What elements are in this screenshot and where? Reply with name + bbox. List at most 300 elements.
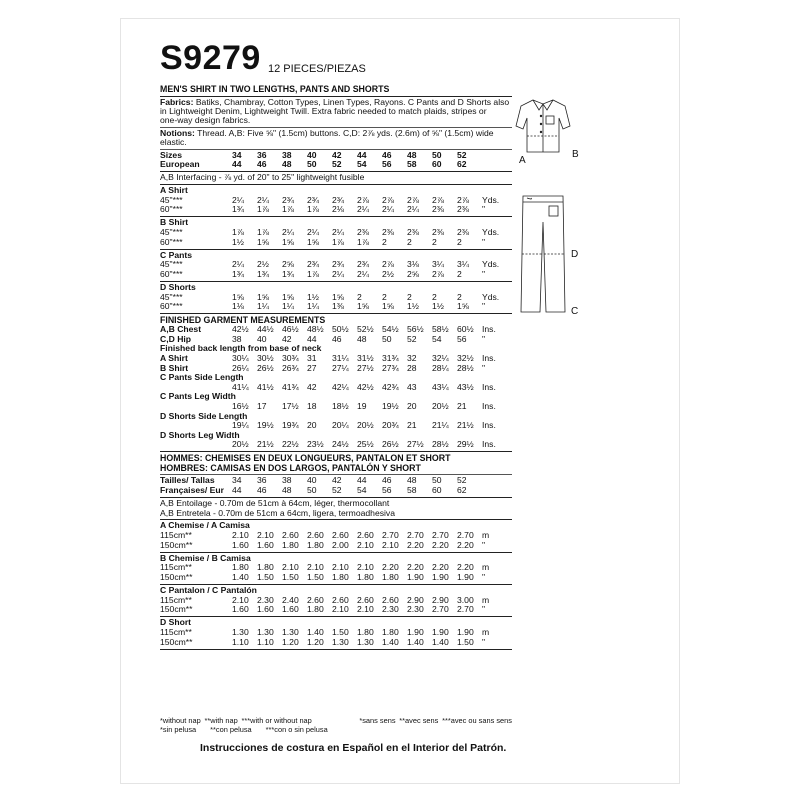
table-cell: 2.70: [457, 604, 474, 615]
table-cell: 1.60: [232, 539, 249, 550]
table-cell: 1.40: [382, 636, 399, 647]
divider: [160, 96, 512, 97]
pieces-count: 12 PIECES/PIEZAS: [268, 63, 366, 75]
table-cell: 40: [307, 149, 317, 160]
table-row: [160, 270, 512, 280]
table-cell: 1½: [407, 301, 419, 312]
table-cell: 27¼: [332, 362, 349, 373]
table-cell: 2: [457, 236, 462, 247]
spanish-instructions-note: Instrucciones de costura en Español en el Interior del Patrón.: [200, 742, 507, 754]
french-heading: HOMMES: CHEMISES EN DEUX LONGUEURS, PANTALON ET SHORT: [160, 453, 451, 464]
table-cell: 1.80: [332, 571, 349, 582]
finished-subtitle: Finished back length from base of neck: [160, 343, 322, 354]
unit-label: Yds.: [482, 291, 500, 302]
table-cell: 21½: [257, 439, 274, 450]
table-cell: 40: [257, 333, 267, 344]
table-row: [160, 541, 512, 551]
table-cell: 1.40: [407, 636, 424, 647]
table-cell: 1⅞: [357, 236, 369, 247]
entretela-line: A,B Entretela - 0.70m de 51cm a 64cm, ligera, termoadhesiva: [160, 508, 396, 518]
table-cell: 2.20: [382, 562, 399, 573]
table-cell: 46: [382, 475, 392, 486]
entoilage-line: A,B Entoilage - 0.70m de 51cm à 64cm, léger, thermocollant: [160, 499, 390, 509]
metric-block: [160, 521, 512, 649]
table-cell: 1⅝: [457, 301, 469, 312]
table-cell: 2⅞: [432, 268, 444, 279]
table-cell: 2½: [257, 259, 269, 270]
table-cell: 2: [432, 291, 437, 302]
row-label: 150cm**: [160, 637, 193, 647]
unit-label: m: [482, 626, 490, 637]
table-cell: 1.10: [257, 636, 274, 647]
table-cell: 2.30: [407, 604, 424, 615]
table-cell: 1⅛: [232, 301, 244, 312]
table-cell: 2¾: [332, 259, 344, 270]
finished-measurements-title: FINISHED GARMENT MEASUREMENTS: [160, 315, 326, 326]
unit-label: m: [482, 594, 490, 605]
table-cell: 2.70: [457, 530, 474, 541]
table-cell: 19¾: [282, 420, 299, 431]
table-cell: 2.10: [232, 594, 249, 605]
table-row: [160, 302, 512, 312]
table-cell: 41½: [257, 381, 274, 392]
table-cell: 2.70: [432, 604, 449, 615]
unit-label: ": [482, 539, 486, 550]
fabrics-section: [160, 98, 512, 126]
table-row: [160, 160, 512, 170]
table-cell: 1.80: [382, 571, 399, 582]
table-cell: 27½: [357, 362, 374, 373]
table-cell: 17: [257, 401, 267, 411]
row-label: Françaises/ Eur: [160, 486, 225, 496]
table-cell: 2.20: [432, 539, 449, 550]
table-cell: 1.60: [232, 604, 249, 615]
table-cell: 1.80: [257, 562, 274, 573]
table-cell: 2.60: [332, 530, 349, 541]
table-cell: 2¼: [332, 227, 344, 237]
row-label: C,D Hip: [160, 334, 192, 344]
table-cell: 50½: [332, 324, 349, 335]
table-cell: 60½: [457, 324, 474, 335]
view-label-d: D: [571, 249, 579, 260]
table-cell: 1.60: [257, 604, 274, 615]
table-cell: 1⅝: [382, 301, 394, 312]
view-label-a: A: [519, 155, 526, 166]
table-cell: 2¼: [382, 204, 394, 215]
table-cell: 3⅛: [407, 259, 419, 270]
table-cell: 30¾: [282, 353, 299, 364]
shirt-illustration: [515, 96, 571, 156]
divider: [160, 171, 512, 172]
table-cell: 1.90: [432, 571, 449, 582]
table-cell: 1⅝: [357, 301, 369, 312]
table-cell: 52: [332, 159, 342, 170]
unit-label: Ins.: [482, 420, 496, 431]
table-cell: 2⅜: [407, 227, 419, 237]
table-cell: 2¼: [332, 268, 344, 279]
table-cell: 2.10: [382, 539, 399, 550]
fabrics-text-line: one-way design fabrics.: [160, 116, 251, 126]
yardage-section-title: A Shirt: [160, 185, 188, 196]
table-cell: 50: [382, 333, 392, 344]
finished-block: [160, 325, 512, 450]
table-cell: 2¾: [332, 194, 344, 205]
table-cell: 2: [407, 291, 412, 302]
interfacing-line: A,B Interfacing - ⅞ yd. of 20" to 25" lightweight fusible: [160, 173, 365, 183]
table-cell: 3¼: [432, 259, 444, 270]
table-cell: 2: [407, 236, 412, 247]
table-cell: 36: [257, 475, 267, 486]
table-cell: 2⅞: [407, 194, 419, 205]
row-label: Sizes: [160, 150, 182, 160]
row-label: A Shirt: [160, 354, 188, 364]
table-cell: 54: [357, 159, 367, 170]
table-cell: 28: [407, 362, 417, 373]
table-cell: 1.30: [232, 626, 249, 637]
table-cell: 46½: [282, 324, 299, 335]
table-cell: 2⅜: [457, 227, 469, 237]
finished-subtitle: D Shorts Leg Width: [160, 429, 240, 440]
table-cell: 2¼: [232, 194, 244, 205]
table-cell: 1⅜: [332, 301, 344, 312]
fabrics-text-line: Batiks, Chambray, Cotton Types, Linen Types, Rayons. C Pants and D Shorts also: [195, 97, 510, 107]
table-cell: 1.20: [282, 636, 299, 647]
table-cell: 1.10: [232, 636, 249, 647]
table-cell: 2⅜: [357, 227, 369, 237]
divider: [160, 281, 512, 282]
table-cell: 29½: [457, 439, 474, 450]
divider: [160, 451, 512, 452]
note: ***with or without nap: [241, 716, 312, 725]
table-cell: 2.60: [282, 530, 299, 541]
table-cell: 19: [357, 401, 367, 411]
row-label: 115cm**: [160, 563, 192, 573]
table-cell: 25½: [357, 439, 374, 450]
table-cell: 30¼: [232, 353, 249, 364]
table-cell: 1.80: [382, 626, 399, 637]
table-cell: 2.10: [232, 530, 249, 541]
table-cell: 31¾: [382, 353, 399, 364]
table-cell: 1.60: [257, 539, 274, 550]
table-cell: 2⅜: [382, 227, 394, 237]
unit-label: ": [482, 268, 486, 279]
table-cell: 19½: [257, 420, 274, 431]
unit-label: m: [482, 562, 490, 573]
table-cell: 2⅞: [457, 194, 469, 205]
unit-label: Yds.: [482, 259, 500, 270]
table-cell: 20: [307, 420, 317, 431]
table-cell: 50: [307, 159, 317, 170]
table-cell: 2.10: [357, 539, 374, 550]
table-cell: 48: [357, 333, 367, 344]
table-cell: 2.20: [407, 562, 424, 573]
table-cell: 2.60: [357, 530, 374, 541]
table-cell: 2.10: [332, 604, 349, 615]
table-cell: 2.70: [407, 530, 424, 541]
table-cell: 28½: [432, 439, 449, 450]
yardage-chart: [160, 84, 512, 651]
table-cell: 2.90: [432, 594, 449, 605]
table-cell: 44: [307, 333, 317, 344]
row-label: 45"***: [160, 228, 183, 237]
yardage-section-title: B Shirt: [160, 217, 189, 228]
table-cell: 2.10: [307, 562, 324, 573]
table-cell: 1.90: [457, 626, 474, 637]
table-cell: 1¾: [282, 268, 294, 279]
table-cell: 1⅞: [232, 227, 244, 237]
divider: [160, 249, 512, 250]
unit-label: Ins.: [482, 381, 496, 392]
table-cell: 21¼: [432, 420, 449, 431]
unit-label: Ins.: [482, 353, 496, 364]
divider: [160, 216, 512, 217]
table-cell: 1⅝: [282, 236, 294, 247]
table-row: [160, 238, 512, 248]
table-cell: 2.30: [257, 594, 274, 605]
notions-label: Notions:: [160, 128, 195, 138]
row-label: 60"***: [160, 237, 183, 247]
metric-section-title: A Chemise / A Camisa: [160, 520, 250, 531]
table-cell: 1.90: [432, 626, 449, 637]
table-cell: 60: [432, 159, 442, 170]
table-cell: 58: [407, 485, 417, 496]
unit-label: ": [482, 636, 486, 647]
table-cell: 38: [232, 333, 242, 344]
table-cell: 1¾: [257, 268, 269, 279]
table-cell: 44: [357, 149, 367, 160]
table-cell: 42: [332, 475, 342, 486]
unit-label: Ins.: [482, 324, 496, 335]
table-cell: 44: [232, 485, 242, 496]
table-cell: 2⅞: [357, 194, 369, 205]
table-cell: 38: [282, 475, 292, 486]
table-cell: 2.60: [307, 530, 324, 541]
chart-heading: MEN'S SHIRT IN TWO LENGTHS, PANTS AND SHORTS: [160, 84, 390, 94]
row-label: Tailles/ Tallas: [160, 476, 215, 486]
note: *sin pelusa: [160, 725, 197, 734]
table-cell: 2¼: [282, 227, 294, 237]
metric-section-title: D Short: [160, 617, 192, 628]
table-cell: 3¼: [457, 259, 469, 270]
note: ***con o sin pelusa: [265, 725, 328, 734]
table-cell: 2.60: [382, 594, 399, 605]
table-cell: 1.80: [307, 604, 324, 615]
table-cell: 1⅝: [307, 236, 319, 247]
table-cell: 32¼: [432, 353, 449, 364]
table-cell: 52½: [357, 324, 374, 335]
table-cell: 2.20: [457, 562, 474, 573]
table-cell: 44½: [257, 324, 274, 335]
fabrics-text-line: in Lightweight Denim, Lightweight Twill. Extra fabric needed to match plaids, stripes or: [160, 106, 487, 116]
table-cell: 1.40: [232, 571, 249, 582]
row-label: 60"***: [160, 269, 183, 279]
unit-label: ": [482, 571, 486, 582]
notions-section: [160, 129, 512, 148]
unit-label: ": [482, 604, 486, 615]
table-cell: 1¼: [307, 301, 319, 312]
finished-subtitle: C Pants Side Length: [160, 372, 244, 383]
table-cell: 27: [307, 362, 317, 373]
row-label: 115cm**: [160, 595, 192, 605]
table-cell: 26½: [257, 362, 274, 373]
row-label: 60"***: [160, 205, 183, 215]
table-cell: 2.10: [357, 604, 374, 615]
table-cell: 2: [432, 236, 437, 247]
table-cell: 1.80: [357, 571, 374, 582]
table-cell: 26¾: [282, 362, 299, 373]
table-row: [160, 573, 512, 583]
table-cell: 2: [382, 291, 387, 302]
table-cell: 1.30: [357, 636, 374, 647]
table-cell: 1½: [232, 236, 244, 247]
table-cell: 20¼: [332, 420, 349, 431]
table-cell: 2.60: [307, 594, 324, 605]
table-cell: 2¼: [257, 194, 269, 205]
table-cell: 2.10: [357, 562, 374, 573]
table-cell: 1.30: [332, 636, 349, 647]
table-cell: 20½: [232, 439, 249, 450]
table-cell: 2⅝: [407, 268, 419, 279]
table-cell: 58: [407, 159, 417, 170]
table-cell: 32½: [457, 353, 474, 364]
table-cell: 1.80: [282, 539, 299, 550]
table-cell: 54: [432, 333, 442, 344]
table-cell: 2¼: [232, 259, 244, 270]
table-cell: 1⅝: [257, 236, 269, 247]
row-label: A,B Chest: [160, 325, 202, 335]
table-cell: 1.80: [232, 562, 249, 573]
note: ***avec ou sans sens: [442, 716, 512, 725]
table-cell: 2⅛: [332, 204, 344, 215]
table-cell: 1.90: [407, 571, 424, 582]
table-cell: 43¼: [432, 381, 449, 392]
view-label-b: B: [572, 149, 579, 160]
note: **con pelusa: [210, 725, 252, 734]
row-label: 115cm**: [160, 627, 192, 637]
table-cell: 27¾: [382, 362, 399, 373]
table-cell: 1.50: [307, 571, 324, 582]
unit-label: ": [482, 333, 486, 344]
table-cell: 2.20: [407, 539, 424, 550]
row-label: 45"***: [160, 260, 183, 270]
table-cell: 2½: [382, 268, 394, 279]
table-cell: 42¼: [332, 381, 349, 392]
row-label: 115cm**: [160, 531, 192, 541]
table-cell: 2¼: [357, 268, 369, 279]
table-cell: 2.30: [382, 604, 399, 615]
table-cell: 2.60: [357, 594, 374, 605]
table-cell: 42½: [357, 381, 374, 392]
table-cell: 48: [282, 485, 292, 496]
notions-text-line: Thread. A,B: Five ⅝" (1.5cm) buttons. C,D: 2⅞ yds. (2.6m) of ⅝" (1.5cm) wide: [197, 128, 494, 138]
table-cell: 16½: [232, 401, 249, 411]
finished-subtitle: C Pants Leg Width: [160, 391, 236, 402]
yardage-block: [160, 186, 512, 314]
table-cell: 50: [432, 149, 442, 160]
table-cell: 2¼: [307, 227, 319, 237]
table-cell: 34: [232, 475, 242, 486]
table-cell: 42: [282, 333, 292, 344]
divider: [160, 127, 512, 128]
table-cell: 41¾: [282, 381, 299, 392]
table-cell: 36: [257, 149, 267, 160]
table-cell: 1.50: [457, 636, 474, 647]
table-cell: 2¾: [307, 259, 319, 270]
unit-label: Ins.: [482, 439, 496, 450]
table-cell: 1¾: [232, 204, 244, 215]
table-cell: 44: [357, 475, 367, 486]
table-cell: 2.10: [257, 530, 274, 541]
table-cell: 20½: [357, 420, 374, 431]
table-cell: 2.40: [282, 594, 299, 605]
table-cell: 2.60: [332, 594, 349, 605]
table-cell: 18½: [332, 401, 349, 411]
row-label: [160, 440, 232, 450]
table-cell: 1.50: [257, 571, 274, 582]
table-cell: 1¾: [232, 268, 244, 279]
table-cell: 1⅞: [307, 204, 319, 215]
table-cell: 42¾: [382, 381, 399, 392]
table-cell: 28¼: [432, 362, 449, 373]
table-cell: 48: [407, 475, 417, 486]
table-cell: 46: [257, 485, 267, 496]
table-cell: 31¼: [332, 353, 349, 364]
table-cell: 19½: [382, 401, 399, 411]
table-cell: 2¼: [357, 204, 369, 215]
row-label: 150cm**: [160, 540, 193, 550]
table-cell: 20¾: [382, 420, 399, 431]
spanish-heading: HOMBRES: CAMISAS EN DOS LARGOS, PANTALÓN Y SHORT: [160, 463, 421, 474]
table-cell: 1⅝: [232, 291, 244, 302]
table-cell: 41¼: [232, 381, 249, 392]
table-row: [160, 440, 512, 450]
divider: [160, 616, 512, 617]
table-cell: 42: [307, 381, 317, 392]
table-cell: 48: [282, 159, 292, 170]
table-cell: 42½: [232, 324, 249, 335]
table-cell: 1⅞: [257, 204, 269, 215]
table-cell: 1⅞: [282, 204, 294, 215]
row-label: 150cm**: [160, 605, 193, 615]
table-cell: 43½: [457, 381, 474, 392]
table-cell: 2⅝: [282, 259, 294, 270]
table-cell: 2.70: [382, 530, 399, 541]
table-cell: 1.90: [407, 626, 424, 637]
row-label: 150cm**: [160, 572, 193, 582]
table-cell: 62: [457, 159, 467, 170]
unit-label: Ins.: [482, 401, 496, 411]
table-cell: 28½: [457, 362, 474, 373]
table-cell: 2⅜: [457, 204, 469, 215]
table-cell: 2: [382, 236, 387, 247]
table-cell: 2: [457, 268, 462, 279]
finished-subtitle: D Shorts Side Length: [160, 410, 248, 421]
nap-notes: [160, 716, 512, 734]
table-row: [160, 486, 512, 496]
table-cell: 2⅞: [382, 194, 394, 205]
table-cell: 31: [307, 353, 317, 364]
table-cell: 1⅞: [257, 227, 269, 237]
tailles-block: [160, 476, 512, 495]
table-cell: 60: [432, 485, 442, 496]
table-cell: 2⅜: [432, 204, 444, 215]
table-cell: 52: [457, 475, 467, 486]
table-row: [160, 638, 512, 648]
view-label-c: C: [571, 306, 579, 317]
table-cell: 1.80: [357, 626, 374, 637]
table-cell: 2.10: [332, 562, 349, 573]
table-cell: 31½: [357, 353, 374, 364]
